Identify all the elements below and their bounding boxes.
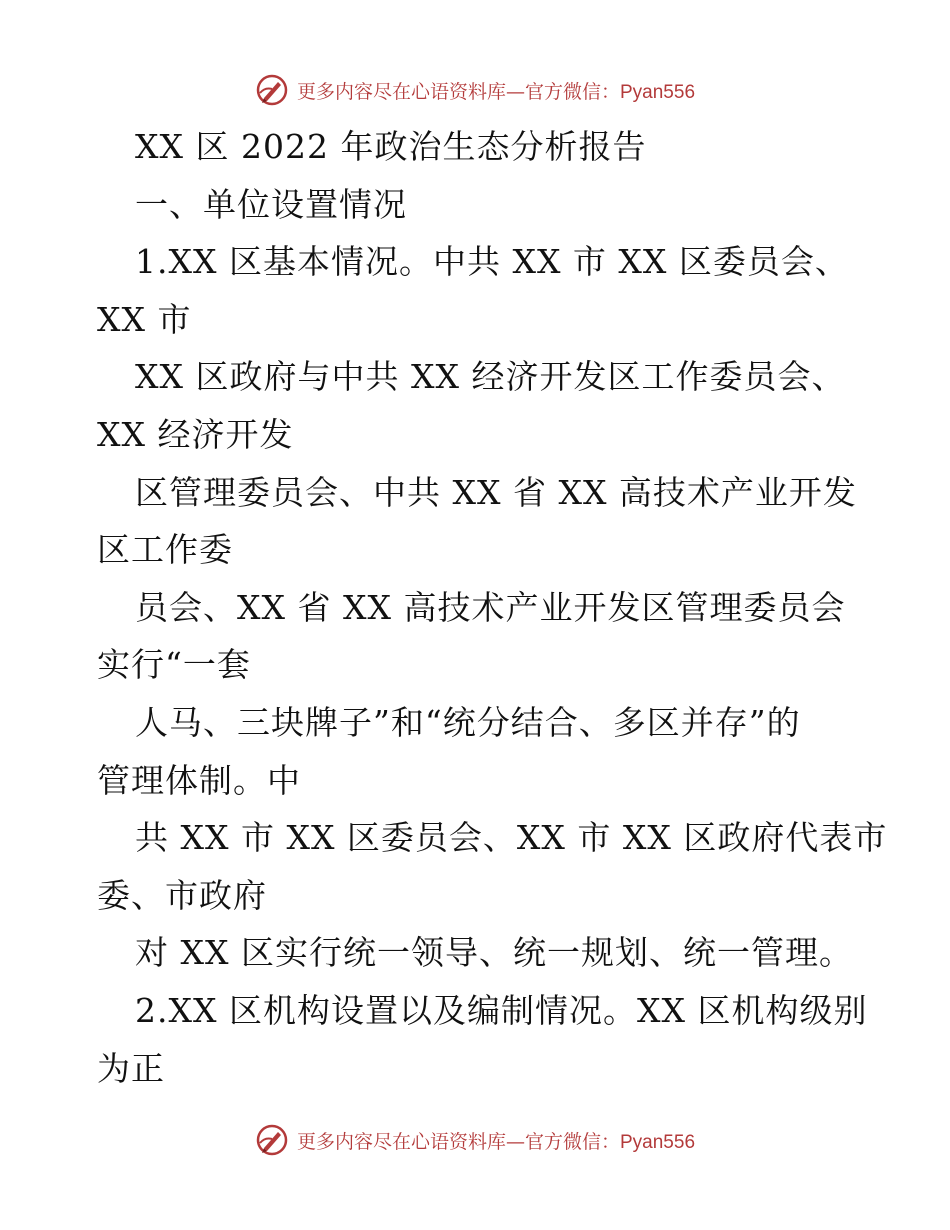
text-line: 员会、XX 省 XX 高技术产业开发区管理委员会 <box>135 587 846 627</box>
text-line: 对 XX 区实行统一领导、统一规划、统一管理。 <box>135 933 853 973</box>
header-banner <box>0 70 950 110</box>
text-line: 实行“一套 <box>97 645 251 685</box>
wechat-handle: Pyan556 <box>620 81 696 103</box>
text-line: XX 区 2022 年政治生态分析报告 <box>135 127 647 166</box>
text-line: XX 区政府与中共 XX 经济开发区工作委员会、 <box>135 357 846 397</box>
pen-logo-icon <box>255 73 289 107</box>
text-line: 委、市政府 <box>97 875 267 915</box>
wechat-handle: Pyan556 <box>620 1131 696 1153</box>
text-line: 区管理委员会、中共 XX 省 XX 高技术产业开发 <box>135 472 857 512</box>
text-line: XX 市 <box>97 299 192 339</box>
banner-slogan: 更多内容尽在心语资料库—官方微信： <box>296 80 620 103</box>
text-line: 一、单位设置情况 <box>135 184 407 224</box>
banner-text <box>297 1127 695 1154</box>
text-line: 人马、三块牌子”和“统分结合、多区并存”的 <box>135 702 801 742</box>
text-line: 共 XX 市 XX 区委员会、XX 市 XX 区政府代表市 <box>135 818 888 858</box>
pen-logo-icon <box>255 1123 289 1157</box>
banner-text <box>297 77 695 104</box>
text-line: 管理体制。中 <box>97 760 301 800</box>
text-line: 区工作委 <box>97 530 233 570</box>
text-line: 2.XX 区机构设置以及编制情况。XX 区机构级别 <box>135 990 868 1030</box>
document-body <box>97 118 888 1097</box>
text-line: XX 经济开发 <box>97 414 294 454</box>
text-line: 1.XX 区基本情况。中共 XX 市 XX 区委员会、 <box>135 242 849 282</box>
banner-slogan: 更多内容尽在心语资料库—官方微信： <box>296 1130 620 1153</box>
text-line: 为正 <box>97 1048 165 1088</box>
footer-banner <box>0 1120 950 1160</box>
